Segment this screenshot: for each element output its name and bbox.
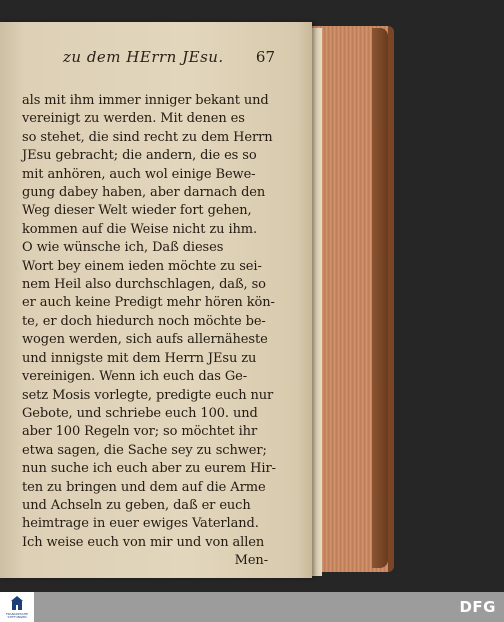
- text-line: Ich weise euch von mir und von allen: [22, 534, 265, 550]
- text-line: etwa sagen, die Sache sey zu schwer;: [22, 442, 267, 458]
- text-line: aber 100 Regeln vor; so möchtet ihr: [22, 424, 258, 440]
- text-line: ten zu bringen und dem auf die Arme: [22, 479, 266, 495]
- book: [0, 18, 392, 578]
- text-line: wogen werden, sich aufs allernäheste: [22, 332, 268, 348]
- page-number: 67: [255, 48, 275, 66]
- text-line: vereinigt zu werden. Mit denen es: [22, 111, 245, 127]
- orphanage-icon: [10, 595, 24, 611]
- text-line: setz Mosis vorlegte, predigte euch nur: [22, 387, 274, 403]
- text-line: Gebote, und schriebe euch 100. und: [22, 405, 258, 421]
- library-logo[interactable]: [0, 592, 34, 622]
- text-line: und Achseln zu geben, daß er euch: [22, 497, 251, 513]
- page-fold: [312, 28, 322, 576]
- text-line: vereinigen. Wenn ich euch das Ge-: [22, 369, 248, 385]
- text-line: heimtrage in euer ewiges Vaterland.: [22, 516, 259, 532]
- text-line: kommen auf die Weise nicht zu ihm.: [22, 221, 258, 237]
- text-line: JEsu gebracht; die andern, die es so: [22, 148, 257, 164]
- text-line: Weg dieser Welt wieder fort gehen,: [22, 203, 252, 219]
- text-line: O wie wünsche ich, Daß dieses: [22, 240, 224, 256]
- text-line: nem Heil also durchschlagen, daß, so: [22, 277, 266, 293]
- text-line: als mit ihm immer inniger bekant und: [22, 93, 269, 108]
- text-line: und innigste mit dem Herrn JEsu zu: [22, 350, 257, 366]
- dfg-logo[interactable]: DFG: [459, 598, 496, 616]
- page-header: [55, 48, 275, 72]
- book-page: [0, 22, 312, 578]
- text-line: Wort bey einem ieden möchte zu sei-: [22, 258, 262, 274]
- viewer-footer-bar: [0, 592, 504, 622]
- book-cover-edge: [372, 28, 388, 568]
- text-line: nun suche ich euch aber zu eurem Hir-: [22, 461, 276, 477]
- text-line: so stehet, die sind recht zu dem Herrn: [22, 129, 273, 145]
- running-title: zu dem HErrn JEsu.: [63, 48, 224, 66]
- body-text: [22, 92, 276, 571]
- text-line: te, er doch hiedurch noch möchte be-: [22, 313, 266, 329]
- text-line: mit anhören, auch wol einige Bewe-: [22, 166, 256, 182]
- catchword: Men-: [234, 553, 268, 569]
- library-logo-text: FRANCKESCHE STIFTUNGEN: [5, 612, 29, 619]
- text-line: gung dabey haben, aber darnach den: [22, 185, 266, 201]
- text-line: er auch keine Predigt mehr hören kön-: [22, 295, 275, 311]
